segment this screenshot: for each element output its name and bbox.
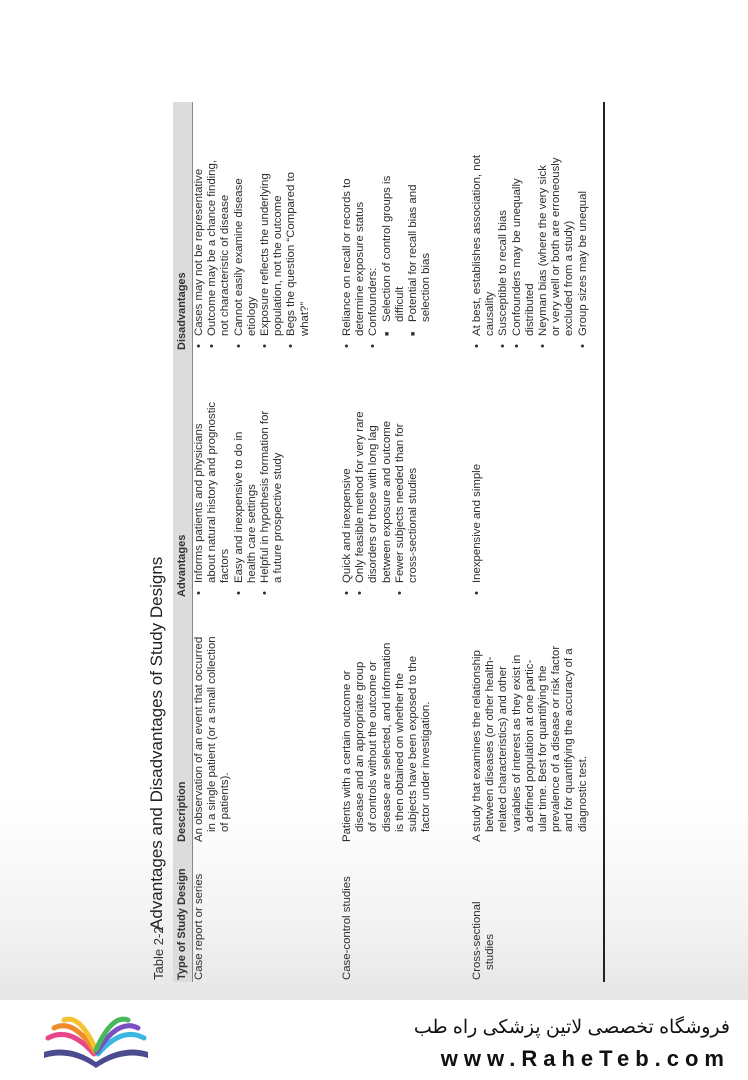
cell-line: selection bias — [420, 252, 433, 322]
cell-line: of patients). — [219, 772, 232, 832]
header-advantages: Advantages — [176, 534, 188, 597]
disadvantages-cell — [193, 160, 312, 350]
cell-line: causality — [484, 291, 497, 336]
cell-line: a future prospective study — [272, 452, 285, 583]
cell-line: ular time. Best for quantifying the — [537, 665, 550, 832]
cell-line: health care settings — [245, 484, 258, 583]
cell-line: • Begs the question “Compared to — [285, 160, 298, 350]
cell-line: a defined population at one partic- — [523, 659, 536, 832]
cell-line: disease and an appropriate group — [354, 661, 367, 832]
cell-line: of controls without the outcome or — [367, 661, 380, 832]
cell-line: ■ Potential for recall bias and — [407, 176, 420, 350]
cell-line: • Quick and inexpensive — [341, 411, 354, 597]
store-url: www.RaheTeb.com — [440, 1046, 730, 1071]
cell-line: • Only feasible method for very rare — [354, 411, 367, 597]
cell-line: • Confounders may be unequally — [511, 155, 524, 350]
cell-line: factor under investigation. — [420, 701, 433, 832]
table-title-bar — [145, 102, 174, 982]
cell-line: • Cases may not be representative — [193, 160, 206, 350]
cell-line: • Easy and inexpensive to do in — [233, 402, 246, 597]
cell-line: • Inexpensive and simple — [471, 464, 484, 597]
table-bottom-rule — [603, 102, 605, 982]
table-title: Advantages and Disadvantages of Study Designs — [147, 556, 166, 930]
cell-line: determine exposure status — [354, 201, 367, 336]
header-type: Type of Study Design — [176, 868, 188, 980]
cell-line: • Exposure reflects the underlying — [259, 160, 272, 350]
cell-line: about natural history and prognostic — [206, 401, 219, 583]
cell-line: • Neyman bias (where the very sick — [537, 155, 550, 350]
cell-line: Case-control studies — [341, 876, 353, 980]
cell-line: • Susceptible to recall bias — [497, 155, 510, 350]
cell-line: difficult — [393, 286, 406, 322]
cell-line: subjects have been exposed to the — [407, 655, 420, 832]
description-cell — [341, 643, 433, 842]
advantages-cell — [193, 402, 285, 597]
cell-line: • Informs patients and physicians — [193, 402, 206, 597]
open-book-icon — [40, 1008, 152, 1070]
cell-line: diagnostic test. — [576, 756, 589, 832]
cell-line: ■ Selection of control groups is — [381, 176, 394, 350]
rotated-table — [145, 102, 605, 982]
description-cell — [471, 646, 590, 842]
cell-line: studies — [484, 933, 497, 970]
cell-line: • Reliance on recall or records to — [341, 176, 354, 350]
cell-line: not characteristic of disease — [219, 194, 232, 336]
study-type-cell — [341, 876, 354, 980]
cell-line: • Fewer subjects needed than for — [394, 411, 407, 597]
cell-line: disorders or those with long lag — [367, 425, 380, 583]
cell-line: An observation of an event that occurred — [193, 636, 205, 842]
cell-line: in a single patient (or a small collection — [206, 636, 219, 832]
cell-line: related characteristics) and other — [497, 666, 510, 832]
cell-line: cross-sectional studies — [407, 467, 420, 583]
cell-line: between exposure and outcome — [380, 420, 393, 583]
table-header — [173, 102, 193, 982]
cell-line: disease are selected, and information — [380, 642, 393, 832]
cell-line: prevalence of a disease or risk factor — [550, 645, 563, 832]
cell-line: population, not the outcome — [272, 195, 285, 336]
cell-line: what?” — [298, 301, 311, 336]
cell-line: Case report or series — [193, 873, 205, 980]
cell-line: between diseases (or other health- — [484, 656, 497, 832]
cell-line: • At best, establishes association, not — [471, 155, 484, 350]
study-type-cell — [193, 874, 206, 980]
disadvantages-cell — [341, 176, 433, 350]
store-name: فروشگاه تخصصی لاتین پزشکی راه طب — [413, 1017, 730, 1038]
header-disadvantages: Disadvantages — [176, 272, 188, 350]
disadvantages-cell — [471, 155, 590, 350]
cell-line: and for quantifying the accuracy of a — [563, 648, 576, 832]
cell-line: A study that examines the relationship — [471, 650, 483, 842]
cell-line: • Group sizes may be unequal — [577, 155, 590, 350]
header-description: Description — [176, 781, 188, 842]
cell-line: • Cannot easily examine disease — [233, 160, 246, 350]
description-cell — [193, 636, 233, 842]
table-number: Table 2-2 — [151, 926, 166, 980]
study-type-cell — [471, 902, 497, 981]
cell-line: • Confounders: — [367, 176, 380, 350]
cell-line: etiology — [245, 296, 258, 336]
cell-line: • Helpful in hypothesis formation for — [259, 402, 272, 597]
cell-line: Patients with a certain outcome or — [341, 670, 353, 842]
cell-line: factors — [219, 548, 232, 583]
cell-line: or very well or both are erroneously — [550, 157, 563, 336]
cell-line: variables of interest as they exist in — [510, 654, 523, 832]
advantages-cell — [471, 464, 484, 597]
cell-line: Cross-sectional — [471, 901, 483, 980]
cell-line: • Outcome may be a chance finding, — [206, 160, 219, 350]
cell-line: distributed — [523, 283, 536, 336]
cell-line: excluded from a study) — [563, 220, 576, 336]
advantages-cell — [341, 411, 420, 597]
cell-line: is then obtained on whether the — [393, 673, 406, 832]
